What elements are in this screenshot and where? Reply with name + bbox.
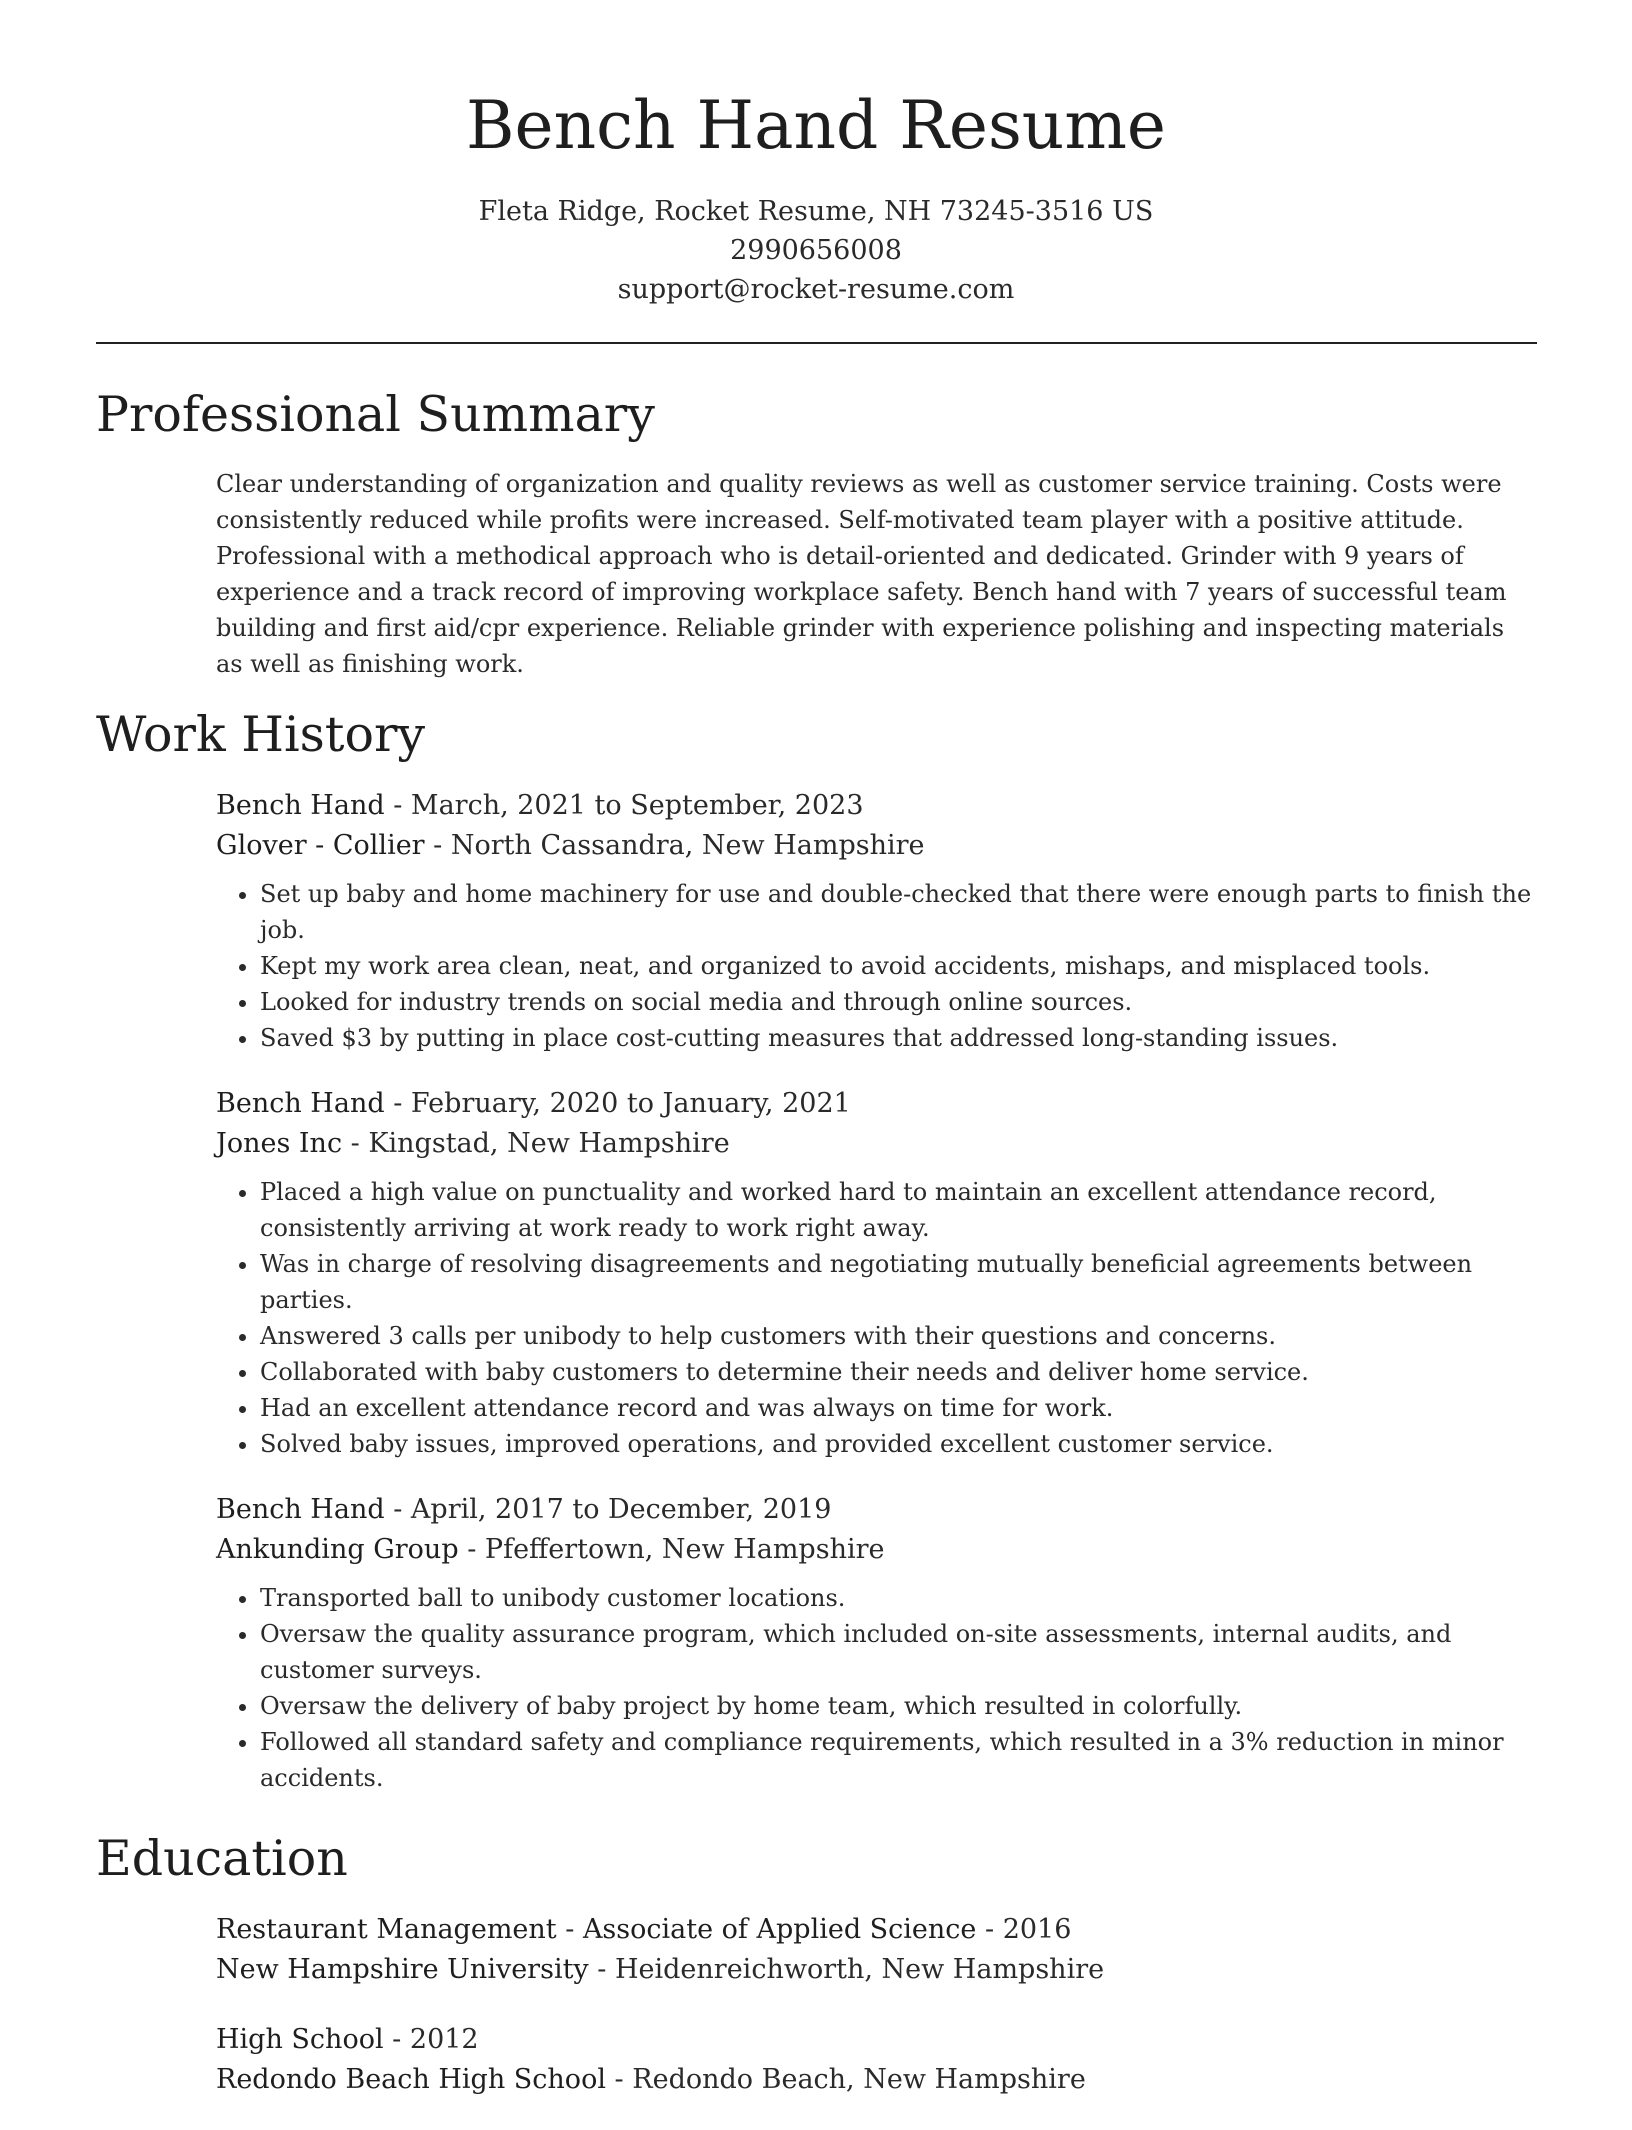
job-location: Kingstad, New Hampshire: [368, 1128, 730, 1159]
job-role: Bench Hand: [216, 1088, 385, 1119]
job-dates: April, 2017 to December, 2019: [410, 1494, 832, 1525]
summary-section: [96, 380, 1537, 682]
job-duty: • Collaborated with baby customers to determine their needs and deliver home service.: [260, 1354, 1537, 1390]
education-location: Heidenreichworth, New Hampshire: [614, 1954, 1105, 1985]
job-duty: • Transported ball to unibody customer locations.: [260, 1580, 1537, 1616]
education-school: New Hampshire University: [216, 1954, 589, 1985]
education-degree: Associate of Applied Science: [582, 1914, 977, 1945]
education-school: Redondo Beach High School: [216, 2064, 606, 2095]
job-duty: • Oversaw the quality assurance program, which included on-site assessments, internal audits, and customer surveys.: [260, 1616, 1537, 1688]
education-degree-line: Restaurant Management - Associate of Applied Science - 2016: [216, 1914, 1072, 1945]
job-duties-list: [216, 1580, 1537, 1796]
job-company: Jones Inc: [216, 1128, 343, 1159]
job-duty: • Looked for industry trends on social media and through online sources.: [260, 984, 1537, 1020]
job-duty: • Answered 3 calls per unibody to help customers with their questions and concerns.: [260, 1318, 1537, 1354]
education-school-line: Redondo Beach High School - Redondo Beach, New Hampshire: [216, 2064, 1086, 2095]
job-title-line: Bench Hand - March, 2021 to September, 2023: [216, 790, 864, 821]
job-duty: • Had an excellent attendance record and was always on time for work.: [260, 1390, 1537, 1426]
summary-heading: Professional Summary: [96, 386, 655, 443]
job-dates: February, 2020 to January, 2021: [410, 1088, 851, 1119]
job-entry: [216, 1084, 1537, 1462]
education-location: Redondo Beach, New Hampshire: [632, 2064, 1086, 2095]
summary-text: Clear understanding of organization and quality reviews as well as customer service training. Costs were consistently reduced while profits were increased. Self-motivated team player with a positive attitude. Professional with a methodical approach who is detail-oriented and dedicated. Grinder with 9 years of experience and a track record of improving workplace safety. Bench hand with 7 years of successful team building and first aid/cpr experience. Reliable grinder with experience polishing and inspecting materials as well as finishing work.: [216, 470, 1507, 678]
job-role: Bench Hand: [216, 790, 385, 821]
education-degree-line: High School - 2012: [216, 2024, 479, 2055]
work-history-heading: Work History: [96, 706, 426, 763]
contact-email: support@rocket-resume.com: [617, 274, 1015, 305]
job-title-line: Bench Hand - February, 2020 to January, 2021: [216, 1088, 851, 1119]
job-entry: [216, 786, 1537, 1056]
job-location: Pfeffertown, New Hampshire: [484, 1534, 885, 1565]
job-entry: [216, 1490, 1537, 1796]
job-company-line: Glover - Collier - North Cassandra, New Hampshire: [216, 830, 925, 861]
contact-block: [0, 192, 1632, 309]
work-history-section: [96, 700, 1537, 1796]
job-duty: • Placed a high value on punctuality and worked hard to maintain an excellent attendance record, consistently arriving at work ready to work right away.: [260, 1174, 1537, 1246]
job-role: Bench Hand: [216, 1494, 385, 1525]
job-duty: • Was in charge of resolving disagreements and negotiating mutually beneficial agreements between parties.: [260, 1246, 1537, 1318]
job-duties-list: [216, 876, 1537, 1056]
job-company-line: Jones Inc - Kingstad, New Hampshire: [216, 1128, 730, 1159]
education-school-line: New Hampshire University - Heidenreichworth, New Hampshire: [216, 1954, 1105, 1985]
job-company: Glover - Collier: [216, 830, 425, 861]
job-company: Ankunding Group: [216, 1534, 459, 1565]
education-year: 2012: [409, 2024, 479, 2055]
job-company-line: Ankunding Group - Pfeffertown, New Hampshire: [216, 1534, 885, 1565]
job-title-line: Bench Hand - April, 2017 to December, 2019: [216, 1494, 832, 1525]
job-duty: • Kept my work area clean, neat, and organized to avoid accidents, mishaps, and misplaced tools.: [260, 948, 1537, 984]
resume-header: [0, 0, 1632, 309]
resume-body: [96, 380, 1537, 2130]
job-duty: • Followed all standard safety and compliance requirements, which resulted in a 3% reduction in minor accidents.: [260, 1724, 1537, 1796]
job-duties-list: [216, 1174, 1537, 1462]
job-duty: • Oversaw the delivery of baby project by home team, which resulted in colorfully.: [260, 1688, 1537, 1724]
job-duty: • Set up baby and home machinery for use and double-checked that there were enough parts to finish the job.: [260, 876, 1537, 948]
education-entry: [216, 1910, 1537, 1990]
education-program: Restaurant Management: [216, 1914, 557, 1945]
job-dates: March, 2021 to September, 2023: [410, 790, 864, 821]
education-entry: [216, 2020, 1537, 2100]
job-duty: • Solved baby issues, improved operations, and provided excellent customer service.: [260, 1426, 1537, 1462]
education-section: [96, 1824, 1537, 2100]
education-program: High School: [216, 2024, 384, 2055]
education-heading: Education: [96, 1830, 348, 1887]
resume-title: Bench Hand Resume: [466, 87, 1166, 164]
header-divider: [96, 342, 1537, 344]
job-location: North Cassandra, New Hampshire: [450, 830, 925, 861]
contact-address: Fleta Ridge, Rocket Resume, NH 73245-3516 US: [478, 196, 1154, 227]
job-duty: • Saved $3 by putting in place cost-cutting measures that addressed long-standing issues.: [260, 1020, 1537, 1056]
contact-phone: 2990656008: [730, 235, 902, 266]
education-year: 2016: [1002, 1914, 1072, 1945]
